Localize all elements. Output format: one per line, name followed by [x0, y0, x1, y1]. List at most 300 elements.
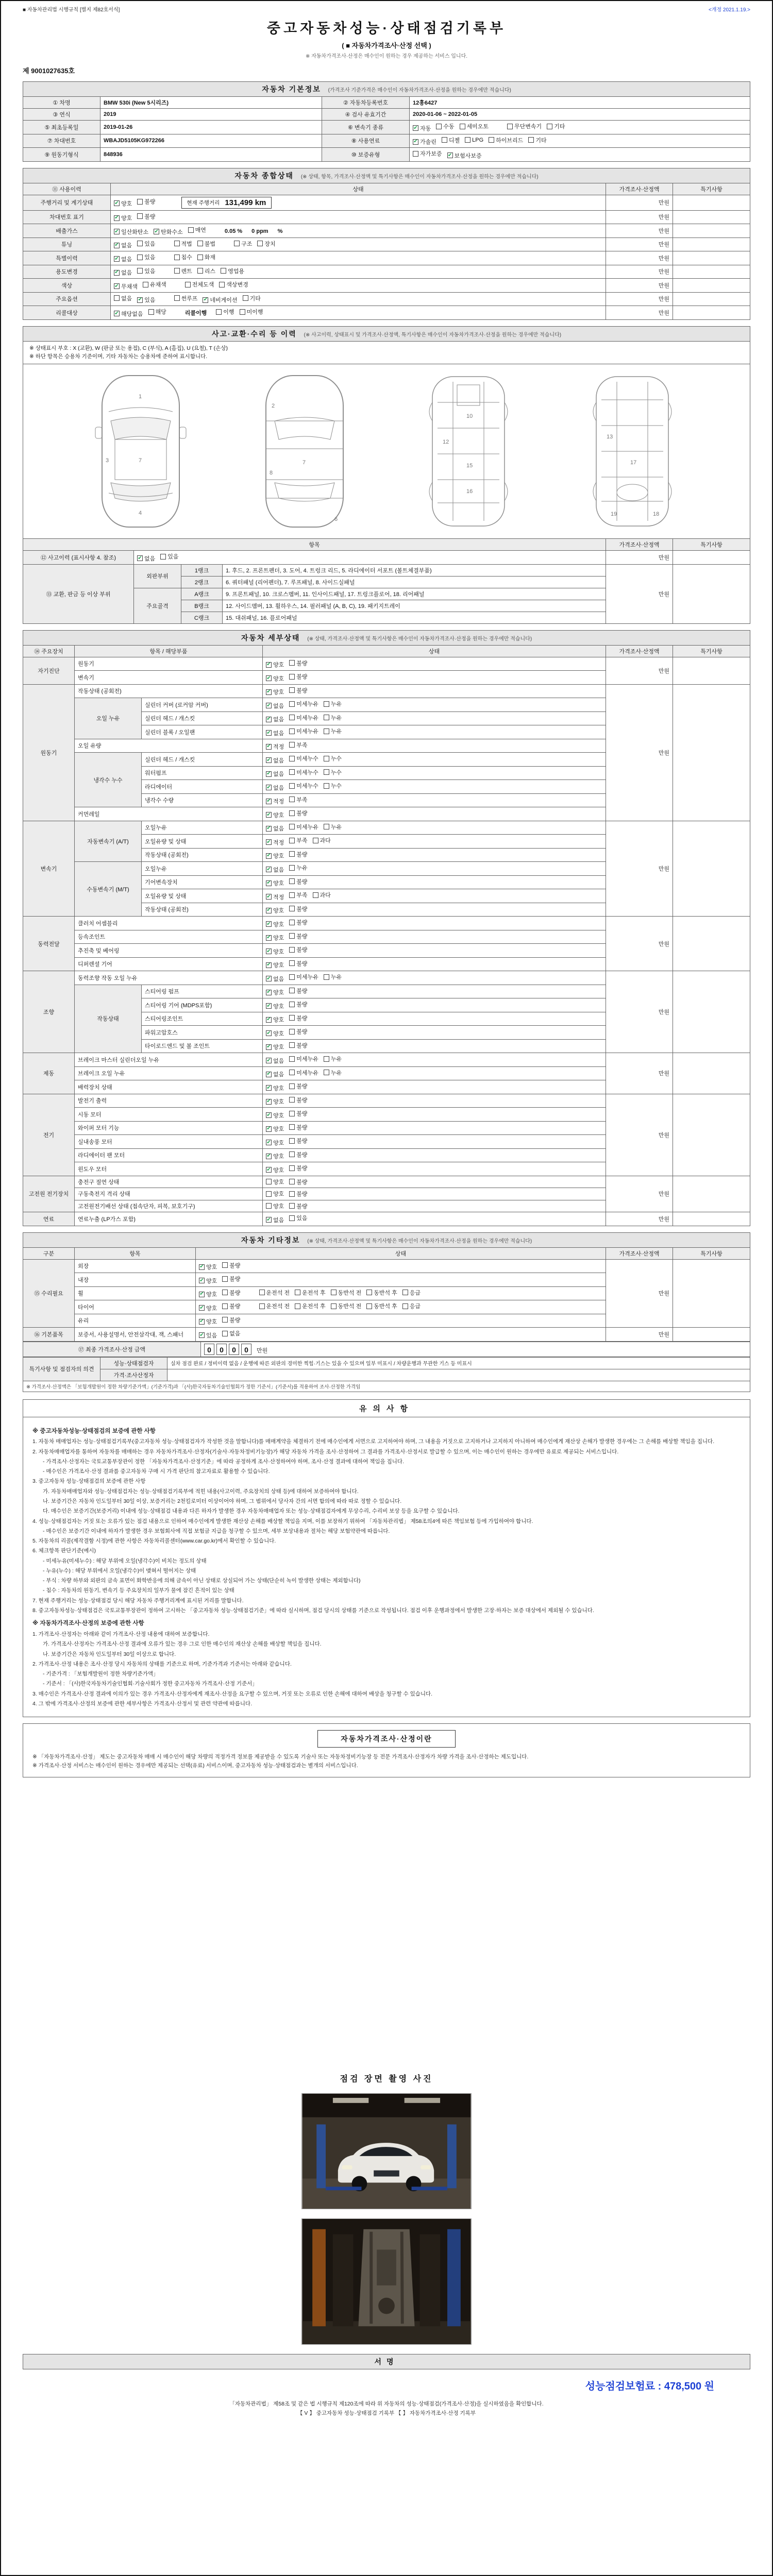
checkbox[interactable]: [266, 866, 284, 874]
checkbox-label: 없음: [273, 826, 284, 833]
checkbox[interactable]: [324, 1055, 342, 1063]
form-revision: <개정 2021.1.19.>: [708, 7, 750, 13]
checkbox-label: 있음: [144, 268, 156, 275]
checkbox[interactable]: [266, 988, 284, 996]
row-status: [263, 698, 606, 712]
checkbox-label: 양호: [273, 880, 284, 887]
checkbox[interactable]: [289, 1137, 307, 1145]
field-label: ⑥ 변속기 종류: [322, 121, 410, 134]
checkbox[interactable]: [266, 934, 284, 942]
checkbox[interactable]: [402, 1302, 421, 1310]
checkbox[interactable]: [199, 1331, 217, 1340]
checkbox[interactable]: [289, 1123, 307, 1131]
checkbox[interactable]: [148, 308, 166, 316]
checkbox[interactable]: [259, 1302, 290, 1310]
checkbox[interactable]: [289, 1109, 307, 1117]
checkbox[interactable]: [289, 1014, 307, 1022]
row-status: [263, 917, 606, 930]
empty-box-icon: [289, 1124, 295, 1130]
checkbox[interactable]: [324, 973, 342, 981]
checkbox[interactable]: [219, 280, 248, 289]
checkbox[interactable]: [185, 280, 214, 289]
empty-box-icon: [289, 974, 295, 980]
checkbox[interactable]: [489, 136, 523, 144]
checkbox[interactable]: [221, 267, 244, 275]
empty-box-icon: [219, 282, 225, 287]
checkbox[interactable]: [266, 756, 284, 765]
checkbox[interactable]: [266, 1216, 284, 1224]
checkbox[interactable]: [188, 226, 206, 234]
item-label: 등속조인트: [75, 930, 263, 944]
svg-text:16: 16: [466, 488, 473, 495]
checkbox[interactable]: [507, 122, 542, 130]
checkbox[interactable]: [137, 253, 155, 261]
checkbox[interactable]: [289, 714, 318, 722]
checkbox[interactable]: [266, 660, 284, 669]
checkbox[interactable]: [199, 1263, 217, 1271]
checked-box-icon: ✔: [266, 893, 271, 900]
checkbox[interactable]: [137, 212, 155, 221]
checkbox[interactable]: [266, 729, 284, 737]
checkbox[interactable]: [331, 1289, 362, 1297]
checkbox[interactable]: [324, 700, 342, 708]
remark-cell: [673, 210, 750, 224]
row-status: [111, 265, 606, 279]
checkbox[interactable]: [289, 945, 307, 954]
price-cell: 만원: [606, 684, 673, 821]
checkbox[interactable]: [289, 850, 307, 858]
checkbox[interactable]: [366, 1289, 397, 1297]
checkbox[interactable]: [289, 727, 318, 735]
checkbox[interactable]: [222, 1316, 240, 1324]
checkbox[interactable]: [174, 294, 198, 302]
empty-box-icon: [266, 1191, 272, 1197]
checkbox[interactable]: [266, 1125, 284, 1133]
checkbox[interactable]: [240, 308, 263, 316]
checkbox[interactable]: [289, 1041, 307, 1049]
checkbox[interactable]: [289, 1178, 307, 1186]
basic-info-row: [23, 148, 750, 162]
checked-box-icon: ✔: [266, 689, 271, 695]
col-header: 가격조사·산정액: [606, 183, 673, 195]
checkbox[interactable]: [289, 1190, 307, 1198]
checkbox[interactable]: [203, 296, 237, 304]
checkbox[interactable]: [174, 253, 192, 261]
checkbox-label: 누유: [330, 1056, 342, 1063]
checkbox[interactable]: [266, 1152, 284, 1160]
checkbox[interactable]: [137, 296, 155, 304]
notice-line: - 매수인은 보증기간 이내에 하자가 발생한 경우 보험회사에 직접 보험금 지급을 청구할 수 있으며, 세부 보상내용과 절차는 해당 보험약관에 따릅니다.: [43, 1528, 390, 1534]
checkbox[interactable]: [266, 702, 284, 710]
price-cell: 만원: [606, 306, 673, 320]
checkbox[interactable]: [313, 836, 331, 844]
remark-cell: [673, 657, 750, 684]
checkbox-label: 양호: [121, 215, 132, 222]
checkbox[interactable]: [257, 240, 275, 248]
checkbox[interactable]: [137, 554, 155, 563]
row-status: [263, 766, 606, 780]
empty-box-icon: [436, 124, 442, 129]
checkbox[interactable]: [174, 267, 192, 275]
empty-box-icon: [266, 1203, 272, 1209]
checkbox[interactable]: [289, 782, 318, 790]
checkbox[interactable]: [289, 1055, 318, 1063]
checkbox[interactable]: [266, 920, 284, 928]
car-diagram-top-exterior: [89, 371, 192, 531]
checkbox[interactable]: [222, 1261, 240, 1269]
remark-cell: [673, 564, 750, 623]
checkbox[interactable]: [154, 228, 183, 236]
checkbox[interactable]: [324, 768, 342, 776]
checkbox[interactable]: [289, 891, 307, 899]
checked-box-icon: ✔: [266, 989, 271, 995]
checkbox[interactable]: [366, 1302, 397, 1310]
checkbox[interactable]: [114, 268, 132, 277]
checkbox[interactable]: [266, 1139, 284, 1147]
checkbox[interactable]: [324, 823, 342, 831]
checkbox[interactable]: [289, 1164, 307, 1172]
price-cell: 만원: [606, 1094, 673, 1176]
checkbox[interactable]: [289, 741, 307, 749]
checkbox-label: 양호: [273, 948, 284, 955]
empty-box-icon: [289, 1165, 295, 1171]
checkbox[interactable]: [114, 255, 132, 263]
checkbox-label: 불량: [296, 1029, 308, 1036]
checkbox-label: 미세누수: [296, 756, 318, 762]
checkbox-label: 적정: [273, 744, 284, 751]
checkbox[interactable]: [216, 308, 234, 316]
car-diagram-underbody-rear: [581, 371, 684, 531]
checkbox[interactable]: [442, 136, 460, 144]
checkbox[interactable]: [266, 811, 284, 819]
value-text: 0.05 %: [224, 228, 243, 234]
table-row: [23, 1212, 750, 1226]
checkbox[interactable]: [137, 197, 155, 206]
price-digit: 0: [216, 1344, 227, 1355]
checkbox-label: 불량: [296, 1203, 308, 1210]
checkbox[interactable]: [289, 1000, 307, 1008]
empty-box-icon: [289, 1151, 295, 1157]
notice-line: - 누유(누수) : 해당 부위에서 오일(냉각수)이 맺혀서 떨어지는 상태: [43, 1567, 196, 1574]
section-accident-history: [23, 326, 750, 624]
checkbox[interactable]: [234, 240, 252, 248]
checkbox[interactable]: [199, 1304, 217, 1312]
field-label: ① 차명: [23, 97, 100, 109]
item-label: 구동축전지 격리 상태: [75, 1188, 263, 1200]
checkbox-label: 불량: [144, 213, 156, 220]
checkbox[interactable]: [289, 768, 318, 776]
row-status: [263, 1108, 606, 1122]
checkbox[interactable]: [222, 1329, 240, 1337]
checkbox[interactable]: [266, 1190, 284, 1198]
remark-cell: [673, 265, 750, 279]
item-label: 보증서, 사용설명서, 안전삼각대, 잭, 스패너: [75, 1328, 196, 1342]
checked-box-icon: ✔: [199, 1277, 204, 1283]
checkbox[interactable]: [114, 214, 132, 222]
checkbox[interactable]: [222, 1289, 240, 1297]
checkbox[interactable]: [266, 1178, 284, 1186]
checkbox-label: 불량: [229, 1317, 241, 1324]
row-status: [263, 944, 606, 958]
checkbox[interactable]: [197, 267, 215, 275]
block-label: ⑬ 교환, 판금 등 이상 부위: [23, 564, 134, 623]
price-digit: 0: [241, 1344, 251, 1355]
checkbox[interactable]: [289, 1096, 307, 1104]
checkbox[interactable]: [266, 1084, 284, 1092]
item-label: 스티어링조인트: [142, 1012, 263, 1026]
remark-cell: [673, 684, 750, 821]
checkbox[interactable]: [222, 1275, 240, 1283]
checkbox[interactable]: [266, 1166, 284, 1174]
checkbox[interactable]: [114, 241, 132, 249]
checkbox[interactable]: [289, 877, 307, 886]
checkbox[interactable]: [266, 742, 284, 751]
row-label: 색상: [23, 279, 111, 293]
svg-text:18: 18: [653, 511, 660, 518]
checkbox[interactable]: [289, 823, 318, 831]
checkbox[interactable]: [266, 852, 284, 860]
checkbox-label: 보험사보증: [454, 152, 482, 159]
price-survey-title: 자동차가격조사·산정이란: [317, 1730, 455, 1748]
checkbox[interactable]: [413, 124, 431, 132]
checkbox[interactable]: [259, 1289, 290, 1297]
checkbox[interactable]: [266, 1097, 284, 1106]
checked-box-icon: ✔: [114, 200, 119, 206]
checkbox[interactable]: [266, 1015, 284, 1024]
checkbox-label: 있음: [144, 297, 156, 303]
checkbox[interactable]: [266, 975, 284, 983]
checkbox[interactable]: [266, 770, 284, 778]
checked-box-icon: ✔: [154, 228, 159, 234]
checkbox-label: 리스: [204, 268, 216, 275]
remark-cell: [673, 224, 750, 238]
checkbox[interactable]: [413, 138, 436, 146]
checkbox[interactable]: [436, 122, 454, 130]
checkbox[interactable]: [289, 973, 318, 981]
checkbox[interactable]: [266, 715, 284, 723]
checkbox[interactable]: [289, 795, 307, 804]
checkbox[interactable]: [266, 879, 284, 887]
checkbox[interactable]: [289, 959, 307, 968]
table-row: [23, 210, 750, 224]
section-note: (가격조사 기준가격은 매수인이 자동차가격조사·산정을 원하는 경우에만 적습니다): [328, 88, 511, 93]
checkbox[interactable]: [289, 686, 307, 694]
item-label: 타이로드엔드 및 볼 조인트: [142, 1039, 263, 1053]
row-status: [196, 1300, 606, 1314]
checkbox[interactable]: [289, 1150, 307, 1159]
row-label: 주행거리 및 계기상태: [23, 195, 111, 210]
checkbox[interactable]: [289, 987, 307, 995]
price-digit: 0: [229, 1344, 239, 1355]
checkbox[interactable]: [460, 122, 489, 130]
item-label: 브레이크 오일 누유: [75, 1066, 263, 1080]
remark-cell: [673, 279, 750, 293]
checkbox[interactable]: [331, 1302, 362, 1310]
checkbox[interactable]: [324, 782, 342, 790]
row-status: [111, 251, 606, 265]
empty-box-icon: [528, 137, 534, 143]
checkbox[interactable]: [199, 1277, 217, 1285]
checkbox[interactable]: [289, 754, 318, 762]
checkbox-label: 불량: [296, 1165, 308, 1172]
rank-label: A랭크: [181, 588, 223, 600]
checkbox[interactable]: [266, 1057, 284, 1065]
checked-box-icon: ✔: [199, 1291, 204, 1297]
checkbox[interactable]: [266, 784, 284, 792]
checkbox[interactable]: [137, 240, 155, 248]
inspection-photo-underbody: [301, 2218, 472, 2345]
checkbox[interactable]: [295, 1302, 326, 1310]
empty-box-icon: [442, 137, 447, 143]
checkbox-label: 침수: [181, 255, 192, 261]
checkbox[interactable]: [289, 1027, 307, 1036]
checkbox[interactable]: [197, 253, 215, 261]
checkbox[interactable]: [295, 1289, 326, 1297]
col-header: 항목: [23, 539, 606, 551]
empty-box-icon: [289, 892, 295, 898]
sub-group: 작동상태: [75, 985, 142, 1053]
checkbox[interactable]: [160, 552, 178, 561]
empty-box-icon: [160, 554, 166, 560]
empty-box-icon: [324, 974, 329, 980]
legend-line-2: ※ 하단 항목은 승용차 기준이며, 기타 자동차는 승용차에 준하여 표시합니다.: [29, 353, 208, 360]
item-label: 오일유량 및 상태: [142, 835, 263, 849]
notice-line: 2. 자동차매매업자를 통하여 자동차를 매매하는 경우 자동차가격조사·산정자(기술사·자동차정비기능장)가 해당 자동차 가격을 조사·산정하여 그 결과를 가격조사·산정서로 발급할 수 있으며, 이는 매수인이 원하는 경우에만 유료로 제공되는 서비스입니다.: [32, 1448, 619, 1455]
checkbox[interactable]: [266, 838, 284, 846]
footer-line: 【 V 】 중고자동차 성능·상태점검 기록부 【 】 자동차가격조사·산정 기록부: [297, 2410, 476, 2416]
checkbox[interactable]: [266, 1043, 284, 1051]
checkbox-label: 불량: [296, 1111, 308, 1117]
checkbox[interactable]: [289, 918, 307, 926]
checkbox[interactable]: [266, 824, 284, 833]
checkbox[interactable]: [199, 1317, 217, 1326]
remark-cell: [673, 551, 750, 565]
item-label: 고전원전기배선 상태 (접속단자, 피복, 보호기구): [75, 1200, 263, 1212]
section-inspection-photos: [23, 2072, 750, 2345]
checkbox[interactable]: [266, 1111, 284, 1120]
checkbox[interactable]: [289, 1214, 307, 1222]
checkbox[interactable]: [413, 149, 442, 158]
checkbox-label: 불량: [296, 1138, 308, 1145]
col-header: 특기사항: [673, 539, 750, 551]
checkbox-label: 과다: [320, 838, 331, 844]
checkbox[interactable]: [528, 136, 546, 144]
checkbox[interactable]: [289, 1202, 307, 1210]
checkbox[interactable]: [266, 1002, 284, 1010]
price-basis-row: [23, 1381, 750, 1392]
row-status: [263, 711, 606, 725]
checkbox-label: 양호: [273, 1179, 284, 1185]
checkbox[interactable]: [114, 282, 138, 291]
page-subtitle: ( ■ 자동차가격조사·산정 선택 ): [342, 42, 431, 49]
checkbox[interactable]: [174, 240, 192, 248]
checkbox[interactable]: [289, 1069, 318, 1077]
checkbox-label: 양호: [206, 1305, 217, 1312]
checkbox-label: 불량: [296, 1124, 308, 1131]
checkbox[interactable]: [266, 906, 284, 914]
checkbox[interactable]: [324, 727, 342, 735]
section-band: [23, 326, 750, 341]
field-value: [100, 134, 322, 148]
checkbox-label: 미세누유: [296, 1056, 318, 1063]
checkbox[interactable]: [465, 137, 483, 143]
checkbox[interactable]: [289, 863, 307, 872]
row-label: 특별이력: [23, 251, 111, 265]
checkbox[interactable]: [289, 932, 307, 940]
checkbox[interactable]: [266, 1202, 284, 1210]
inspector-opinion-text: 실차 점검 완료 / 정비이력 없음 / 운행에 따른 외판의 경미한 찍힘·기스는 있을 수 있으며 일부 미표시 / 차량운행과 무관한 기스 등 미표시: [167, 1357, 750, 1369]
item-label: 배력장치 상태: [75, 1080, 263, 1094]
checkbox[interactable]: [289, 905, 307, 913]
checkbox[interactable]: [266, 1029, 284, 1038]
checkbox-label: 누유: [330, 824, 342, 831]
checkbox[interactable]: [324, 714, 342, 722]
checkbox-label: 탄화수소: [161, 229, 183, 235]
checkbox[interactable]: [402, 1289, 421, 1297]
checked-box-icon: ✔: [266, 784, 271, 790]
checkbox[interactable]: [447, 151, 482, 160]
svg-text:7: 7: [303, 460, 306, 466]
checkbox[interactable]: [114, 228, 148, 236]
checkbox[interactable]: [289, 1082, 307, 1090]
empty-box-icon: [289, 1203, 295, 1209]
checkbox-label: 양호: [121, 200, 132, 207]
checkbox[interactable]: [289, 672, 307, 681]
checkbox[interactable]: [137, 267, 155, 275]
svg-text:7: 7: [139, 457, 142, 464]
checkbox-label: 불량: [296, 687, 308, 694]
checkbox[interactable]: [547, 122, 565, 130]
checkbox-label: 불량: [296, 1042, 308, 1049]
checkbox[interactable]: [197, 240, 215, 248]
checkbox[interactable]: [143, 280, 166, 289]
checkbox[interactable]: [243, 294, 261, 302]
checkbox[interactable]: [266, 797, 284, 805]
checkbox[interactable]: [266, 893, 284, 901]
checkbox[interactable]: [266, 947, 284, 956]
row-status: [263, 930, 606, 944]
checkbox[interactable]: [266, 1070, 284, 1078]
empty-box-icon: [547, 124, 552, 129]
checkbox[interactable]: [114, 310, 143, 318]
checkbox[interactable]: [266, 688, 284, 696]
checkbox-label: 양호: [273, 675, 284, 682]
price-cell: 만원: [606, 1212, 673, 1226]
checkbox[interactable]: [289, 700, 318, 708]
price-cell: 만원: [606, 251, 673, 265]
checkbox-label: 양호: [273, 1003, 284, 1010]
row-label: 배출가스: [23, 224, 111, 238]
checkbox[interactable]: [324, 1069, 342, 1077]
checkbox[interactable]: [313, 891, 331, 899]
row-status: [196, 1259, 606, 1273]
checked-box-icon: ✔: [447, 152, 452, 158]
checkbox[interactable]: [114, 294, 132, 302]
checkbox[interactable]: [199, 1290, 217, 1298]
checkbox[interactable]: [114, 199, 132, 208]
checkbox[interactable]: [289, 659, 307, 667]
empty-box-icon: [174, 268, 180, 274]
checked-box-icon: ✔: [266, 1166, 271, 1173]
checkbox[interactable]: [266, 674, 284, 683]
field-label: ⑨ 원동기형식: [23, 148, 100, 162]
checkbox[interactable]: [266, 961, 284, 969]
checkbox[interactable]: [222, 1302, 240, 1310]
checkbox[interactable]: [289, 836, 307, 844]
empty-box-icon: [289, 947, 295, 953]
checkbox[interactable]: [324, 754, 342, 762]
checkbox[interactable]: [289, 809, 307, 817]
